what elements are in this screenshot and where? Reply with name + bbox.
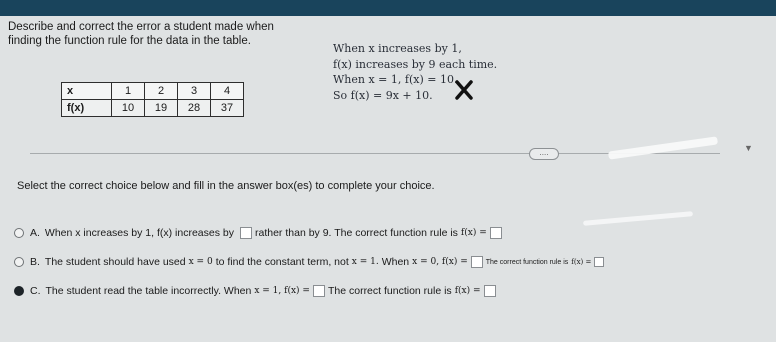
choice-a-answer-box-1[interactable] [240, 227, 252, 239]
student-work-line-4: So f(x) = 9x + 10. [333, 88, 433, 102]
choice-b-rule-label: f(x) = [571, 258, 592, 266]
mouse-pointer-icon: ▼ [744, 143, 753, 153]
table-cell: 3 [178, 83, 211, 100]
choice-c-answer-box-2[interactable] [484, 285, 496, 297]
expand-more-button[interactable]: .... [529, 148, 559, 160]
choice-b-text-1: The student should have used [44, 256, 186, 268]
choice-c-math-1: x = 1, f(x) = [254, 286, 310, 296]
choice-c-letter: C. [30, 285, 41, 297]
table-header-x: x [62, 83, 112, 100]
choice-a-text-2: rather than by 9. The correct function rule is [255, 227, 458, 239]
table-row [62, 100, 244, 117]
choice-c-rule-label: f(x) = [454, 286, 481, 296]
choice-b-math-3: x = 0, f(x) = [412, 257, 468, 267]
choice-a-letter: A. [30, 227, 40, 239]
choice-b-math-2: x = 1. [351, 257, 379, 267]
prompt-line-2: finding the function rule for the data in the table. [8, 35, 251, 47]
choice-b-text-3: When [381, 256, 410, 268]
choice-c-text-2: The correct function rule is [327, 285, 452, 297]
student-work-line-1: When x increases by 1, [333, 42, 462, 55]
screen-glare [608, 136, 718, 159]
question-prompt [8, 20, 308, 48]
choice-b[interactable] [14, 256, 607, 268]
error-x-icon [454, 80, 474, 100]
table-cell: 10 [112, 100, 145, 117]
instruction-text: Select the correct choice below and fill in the answer box(es) to complete your choice. [17, 180, 435, 192]
table-cell: 2 [145, 83, 178, 100]
choice-c[interactable] [14, 285, 499, 297]
table-cell: 28 [178, 100, 211, 117]
table-cell: 1 [112, 83, 145, 100]
table-cell: 37 [211, 100, 244, 117]
choice-a[interactable] [14, 227, 505, 239]
choice-c-text-1: The student read the table incorrectly. When [45, 285, 252, 297]
choice-a-rule-label: f(x) = [460, 228, 487, 238]
choice-b-answer-box-2[interactable] [594, 257, 604, 267]
choice-a-radio[interactable] [14, 228, 24, 238]
choice-b-radio[interactable] [14, 257, 24, 267]
table-cell: 4 [211, 83, 244, 100]
table-cell: 19 [145, 100, 178, 117]
table-header-fx: f(x) [62, 100, 112, 117]
choice-c-radio[interactable] [14, 286, 24, 296]
choice-b-letter: B. [30, 256, 40, 268]
choice-b-math-1: x = 0 [188, 257, 213, 267]
prompt-line-1: Describe and correct the error a student made when [8, 21, 274, 33]
choice-b-text-4: The correct function rule is [485, 258, 569, 266]
student-work-line-2: f(x) increases by 9 each time. [333, 57, 498, 71]
screen-glare [583, 211, 693, 226]
choice-b-text-2: to find the constant term, not [215, 256, 349, 268]
choice-b-answer-box-1[interactable] [471, 256, 483, 268]
data-table [61, 82, 244, 117]
choice-a-answer-box-2[interactable] [490, 227, 502, 239]
choice-c-answer-box-1[interactable] [313, 285, 325, 297]
choice-a-text-1: When x increases by 1, f(x) increases by [44, 227, 234, 239]
table-row [62, 83, 244, 100]
top-bar [0, 0, 776, 16]
student-work-line-3: When x = 1, f(x) = 10. [333, 73, 458, 86]
